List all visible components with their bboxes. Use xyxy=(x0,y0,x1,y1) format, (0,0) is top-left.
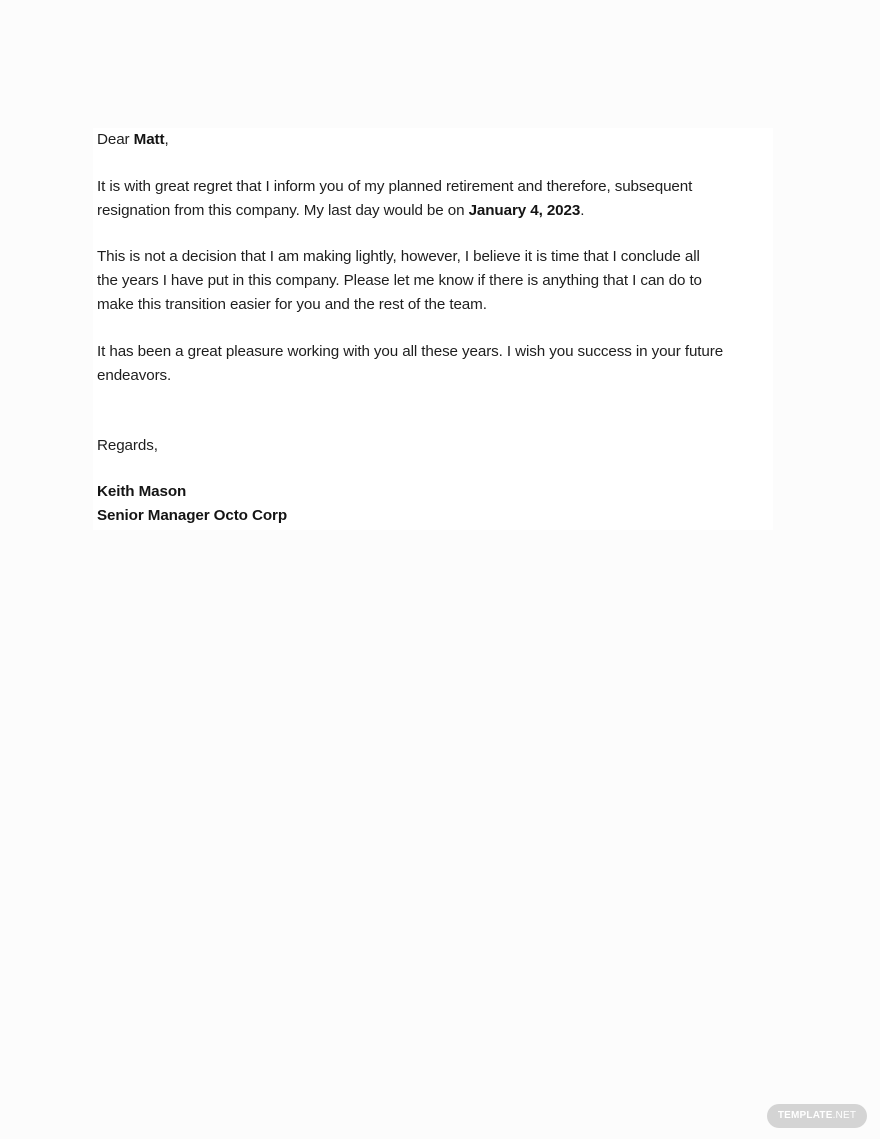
signature-name-text: Keith Mason xyxy=(97,483,187,500)
signature-title-text: Senior Manager Octo Corp xyxy=(97,507,288,524)
paragraph-1-line-2-suffix: . xyxy=(580,202,585,219)
signature-title xyxy=(97,504,287,528)
paragraph-1-line-2 xyxy=(97,199,584,223)
paragraph-3-line-1: It has been a great pleasure working with you all these years. I wish you success in your future xyxy=(97,343,724,360)
letter-body xyxy=(93,128,773,530)
signature-name xyxy=(97,480,186,504)
template-net-watermark xyxy=(767,1104,867,1128)
recipient-name: Matt xyxy=(133,131,165,148)
salutation-suffix: , xyxy=(164,131,169,148)
last-day-date: January 4, 2023 xyxy=(468,202,581,219)
watermark-tld: .NET xyxy=(832,1110,857,1121)
paragraph-1-line-1: It is with great regret that I inform you of my planned retirement and therefore, subsequent xyxy=(97,178,693,195)
closing: Regards, xyxy=(97,437,158,454)
paragraph-3-line-2: endeavors. xyxy=(97,367,172,384)
salutation xyxy=(97,128,169,152)
watermark-brand: TEMPLATE xyxy=(777,1110,833,1121)
salutation-prefix: Dear xyxy=(97,131,134,148)
paragraph-2-line-3: make this transition easier for you and the rest of the team. xyxy=(97,296,487,313)
paragraph-2-line-2: the years I have put in this company. Please let me know if there is anything that I can do to xyxy=(97,272,702,289)
paragraph-1-line-2-text: resignation from this company. My last day would be on xyxy=(97,202,469,219)
paragraph-2-line-1: This is not a decision that I am making lightly, however, I believe it is time that I conclude all xyxy=(97,248,700,265)
